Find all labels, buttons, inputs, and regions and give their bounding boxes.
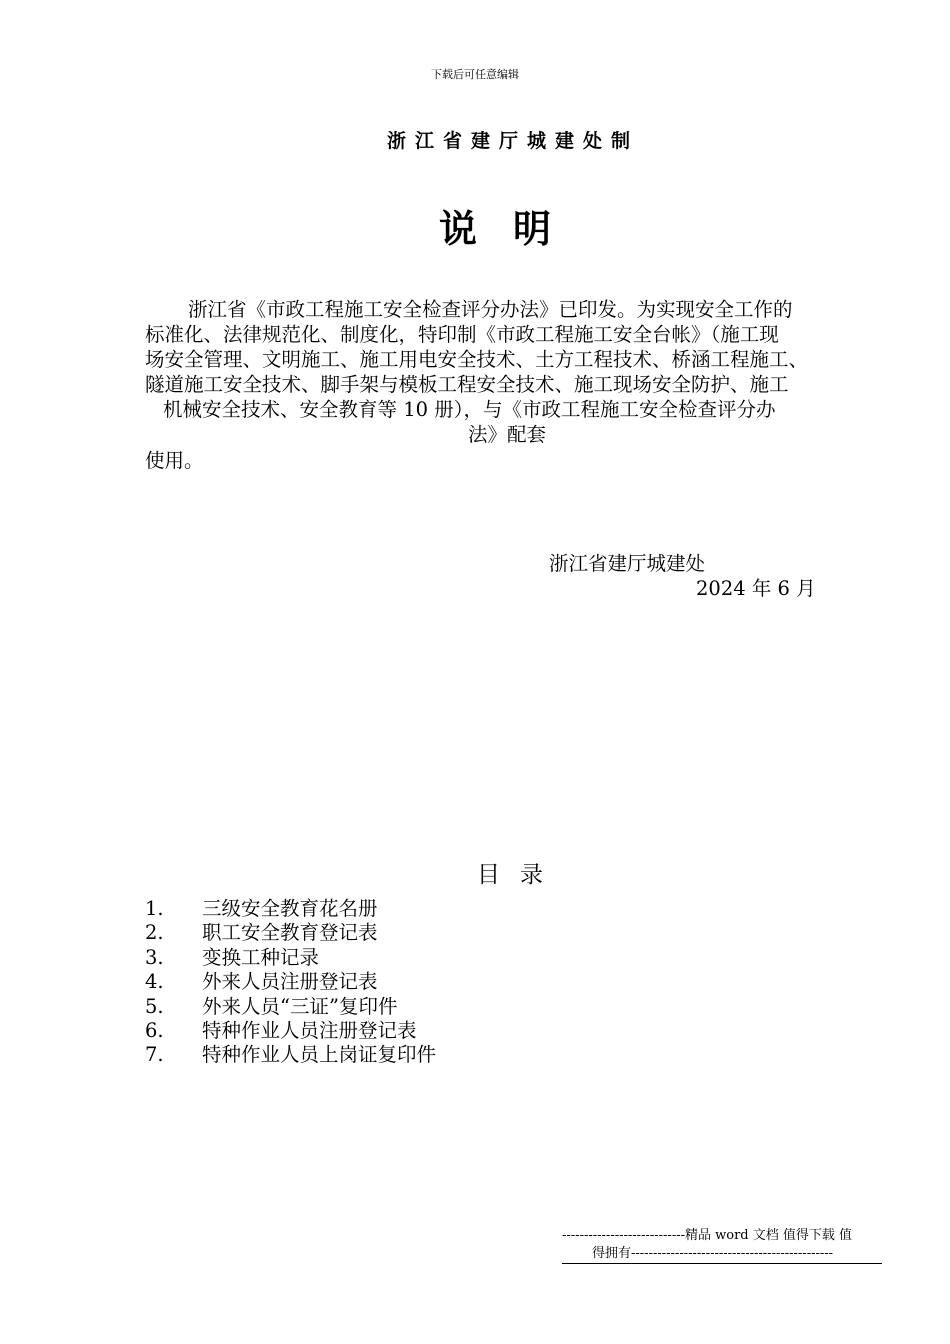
- issuer-heading: 浙江省建厅城建处制: [386, 130, 639, 152]
- toc-item-label: 职工安全教育登记表: [202, 921, 378, 945]
- body-line: 使用。: [145, 449, 204, 472]
- footer-line: 得拥有----------------------------------------------: [592, 1246, 834, 1261]
- body-line: 场安全管理、文明施工、施工用电安全技术、土方工程技术、桥涵工程施工、: [145, 348, 809, 371]
- toc-list: [145, 897, 436, 1068]
- toc-item: [145, 921, 436, 945]
- toc-item: [145, 1043, 436, 1067]
- body-line: 标准化、法律规范化、制度化，特印制《市政工程施工安全台帐》（施工现: [145, 323, 779, 346]
- toc-item-number: 1.: [145, 897, 164, 920]
- toc-item: [145, 897, 436, 921]
- footer-rule: [562, 1263, 882, 1264]
- body-line: 浙江省《市政工程施工安全检查评分办法》已印发。为实现安全工作的: [188, 298, 793, 321]
- toc-item-label: 特种作业人员注册登记表: [202, 1019, 417, 1043]
- toc-item-number: 6.: [145, 1019, 164, 1043]
- toc-item-number: 3.: [145, 945, 164, 969]
- body-line: 机械安全技术、安全教育等 10 册），与《市政工程施工安全检查评分办: [163, 398, 776, 421]
- toc-item-label: 三级安全教育花名册: [202, 897, 378, 920]
- toc-item: [145, 1019, 436, 1043]
- toc-title: 目录: [477, 862, 563, 888]
- document-title: 说明: [438, 206, 587, 251]
- toc-item: [145, 946, 436, 970]
- body-line: 法》配套: [468, 423, 547, 446]
- toc-item: [145, 995, 436, 1019]
- signature-org: 浙江省建厅城建处: [549, 552, 706, 575]
- toc-item-label: 变换工种记录: [202, 945, 320, 969]
- toc-item-label: 外来人员“三证”复印件: [202, 994, 398, 1018]
- footer-line: ----------------------------精品 word 文档 值得下载 值: [562, 1228, 853, 1243]
- signature-date: 2024 年 6 月: [696, 577, 816, 600]
- toc-item-number: 4.: [145, 970, 164, 994]
- toc-item-label: 特种作业人员上岗证复印件: [202, 1043, 437, 1067]
- toc-item-label: 外来人员注册登记表: [202, 970, 378, 994]
- header-note: 下载后可任意编辑: [431, 68, 519, 81]
- toc-item-number: 2.: [145, 921, 164, 945]
- toc-item: [145, 970, 436, 994]
- toc-item-number: 5.: [145, 994, 164, 1018]
- toc-item-number: 7.: [145, 1043, 164, 1067]
- footer-note: [562, 1227, 884, 1263]
- body-line: 隧道施工安全技术、脚手架与模板工程安全技术、施工现场安全防护、施工: [145, 373, 789, 396]
